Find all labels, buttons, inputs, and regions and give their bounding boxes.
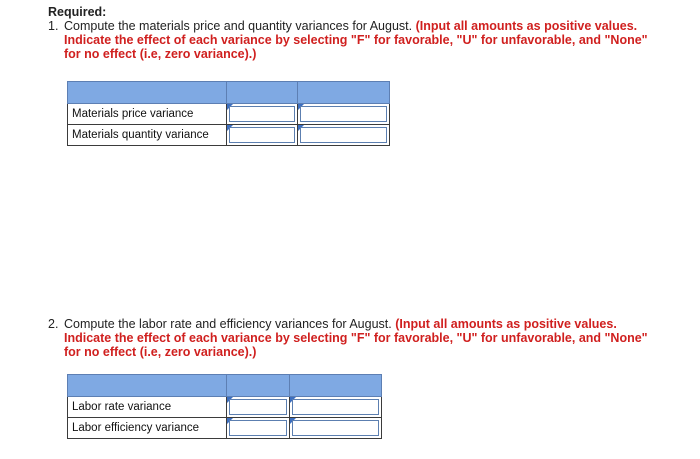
table-row: [68, 104, 390, 125]
question-2-instruction: (Input all amounts as positive values. Indicate the effect of each variance by selecting "F" for favorable, "U" for unfavorable, and "None" for no effect (i.e, zero variance).): [64, 317, 648, 359]
materials-price-effect-cell[interactable]: [298, 104, 390, 125]
materials-price-variance-label: Materials price variance: [68, 104, 227, 125]
question-1-number: 1.: [48, 19, 59, 33]
table-header-row: [68, 82, 390, 104]
table-row: [68, 125, 390, 146]
header-cell-label: [68, 82, 227, 104]
materials-price-amount-input[interactable]: [229, 106, 295, 122]
required-heading: Required:: [48, 5, 107, 19]
labor-rate-amount-cell[interactable]: [227, 397, 290, 418]
materials-quantity-variance-label: Materials quantity variance: [68, 125, 227, 146]
materials-quantity-amount-input[interactable]: [229, 127, 295, 143]
question-1-text: Compute the materials price and quantity variances for August.: [64, 19, 416, 33]
labor-efficiency-effect-select[interactable]: [292, 420, 379, 436]
materials-quantity-effect-select[interactable]: [300, 127, 387, 143]
labor-variance-table: [67, 374, 382, 439]
labor-efficiency-amount-cell[interactable]: [227, 418, 290, 439]
materials-price-amount-cell[interactable]: [227, 104, 298, 125]
header-cell-label: [68, 375, 227, 397]
question-2-text: Compute the labor rate and efficiency variances for August.: [64, 317, 396, 331]
table-row: [68, 418, 382, 439]
materials-quantity-amount-cell[interactable]: [227, 125, 298, 146]
labor-efficiency-variance-label: Labor efficiency variance: [68, 418, 227, 439]
labor-rate-amount-input[interactable]: [229, 399, 287, 415]
labor-rate-effect-select[interactable]: [292, 399, 379, 415]
labor-rate-variance-label: Labor rate variance: [68, 397, 227, 418]
header-cell-effect: [290, 375, 382, 397]
question-2: [48, 317, 648, 359]
materials-price-effect-select[interactable]: [300, 106, 387, 122]
labor-efficiency-effect-cell[interactable]: [290, 418, 382, 439]
header-cell-effect: [298, 82, 390, 104]
materials-quantity-effect-cell[interactable]: [298, 125, 390, 146]
question-2-number: 2.: [48, 317, 59, 331]
question-1-instruction: (Input all amounts as positive values. Indicate the effect of each variance by selecting "F" for favorable, "U" for unfavorable, and "None" for no effect (i.e, zero variance).): [64, 19, 648, 61]
labor-efficiency-amount-input[interactable]: [229, 420, 287, 436]
labor-rate-effect-cell[interactable]: [290, 397, 382, 418]
table-header-row: [68, 375, 382, 397]
header-cell-amount: [227, 82, 298, 104]
question-1: [48, 19, 648, 61]
header-cell-amount: [227, 375, 290, 397]
materials-variance-table: [67, 81, 390, 146]
table-row: [68, 397, 382, 418]
